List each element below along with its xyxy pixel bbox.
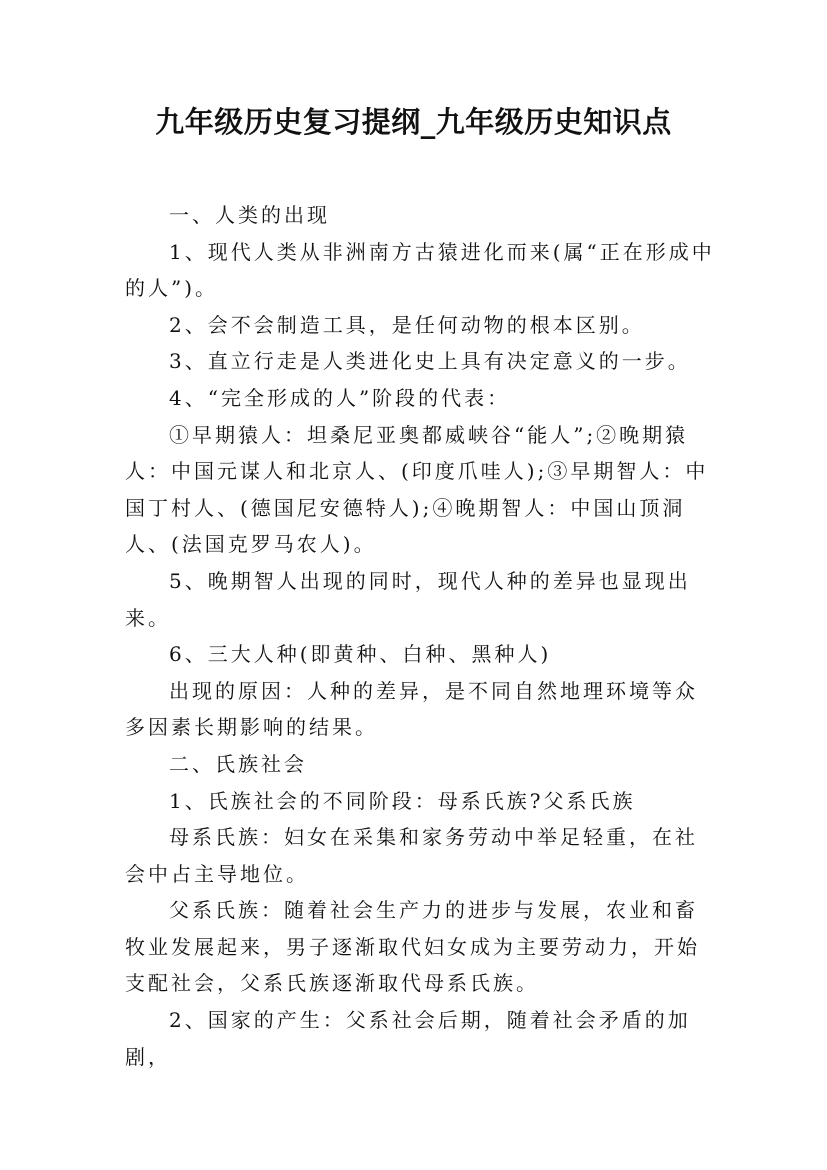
paragraph: 2、国家的产生：父系社会后期，随着社会矛盾的加剧，: [125, 1008, 691, 1069]
paragraph: 1、现代人类从非洲南方古猿进化而来(属“正在形成中的人”)。: [125, 239, 715, 301]
paragraph: 父系氏族：随着社会生产力的进步与发展，农业和畜牧业发展起来，男子逐渐取代妇女成为主要劳动力，开始支配社会，父系氏族逐渐取代母系氏族。: [125, 898, 700, 996]
document-body: [125, 197, 715, 1075]
section-heading: 二、氏族社会: [169, 751, 307, 776]
paragraph: 4、“完全形成的人”阶段的代表：: [169, 385, 511, 410]
paragraph: 出现的原因：人种的差异，是不同自然地理环境等众多因素长期影响的结果。: [125, 678, 698, 740]
document-title: 九年级历史复习提纲_九年级历史知识点: [155, 105, 672, 139]
paragraph: 5、晚期智人出现的同时，现代人种的差异也显现出来。: [125, 568, 691, 630]
paragraph: 6、三大人种(即黄种、白种、黑种人): [169, 642, 552, 667]
paragraph: ①早期猿人：坦桑尼亚奥都威峡谷“能人”;②晚期猿人：中国元谋人和北京人、(印度爪哇人);③早期智人：中国丁村人、(德国尼安德特人);④晚期智人：中国山顶洞人、(法国克罗马农人)。: [125, 422, 709, 557]
paragraph: 母系氏族：妇女在采集和家务劳动中举足轻重，在社会中占主导地位。: [125, 825, 698, 886]
section-heading: 一、人类的出现: [169, 203, 330, 227]
paragraph: 1、氏族社会的不同阶段：母系氏族?父系氏族: [169, 788, 636, 813]
paragraph: 2、会不会制造工具，是任何动物的根本区别。: [169, 312, 645, 337]
paragraph: 3、直立行走是人类进化史上具有决定意义的一步。: [169, 349, 691, 374]
